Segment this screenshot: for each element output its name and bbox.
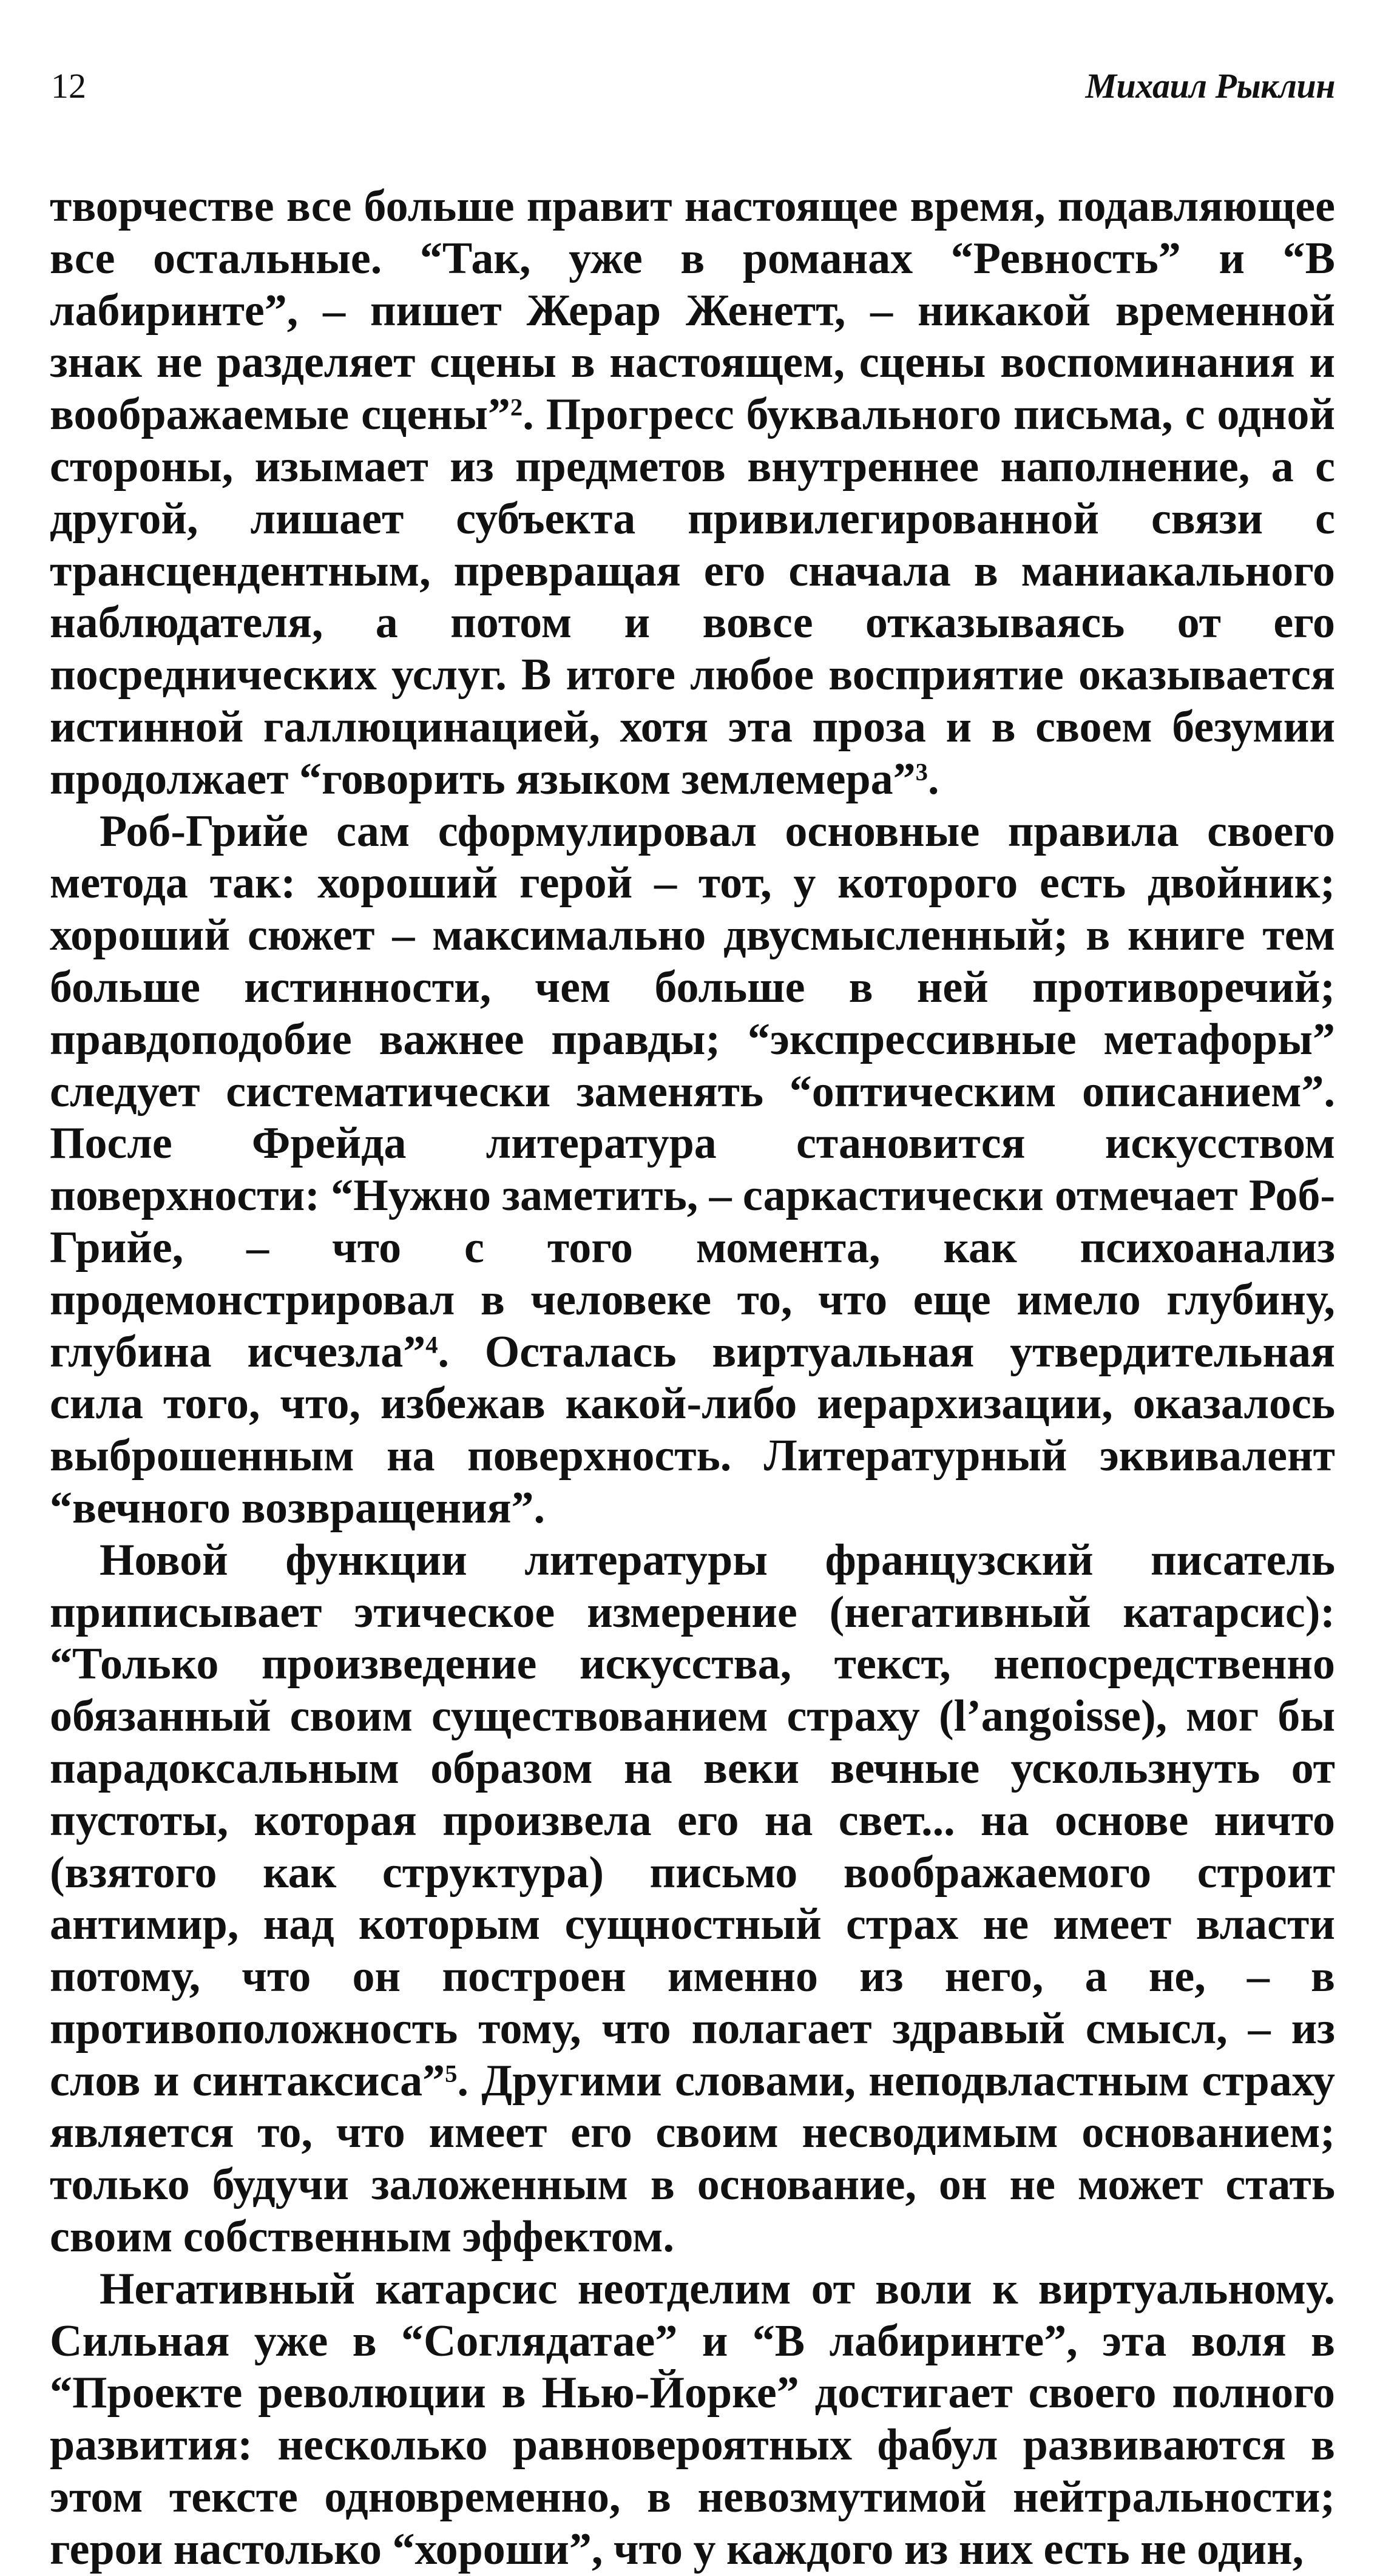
page-number: 12 — [51, 66, 86, 106]
footnote-ref: 2 — [510, 393, 523, 421]
paragraph-text: Роб-Грийе сам сформулировал основные правила своего метода так: хороший герой – тот, у которого есть двойник; хороший сюжет – максимально двусмысленный; в книге тем больше истинности, чем больше в ней противоречий; правдоподобие важнее правды; “экспрессивные метафоры” следует систематически заменять “оптическим описанием”. После Фрейда литература становится искусством поверхности: “Нужно заметить, – саркастически отмечает Роб-Грийе, – что с того момента, как психоанализ продемонстрировал в человеке то, что еще имело глубину, глубина исчезла” — [50, 806, 1335, 1377]
paragraph-text: творчестве все больше правит настоящее время, подавляющее все остальные. “Так, уже в романах “Ревность” и “В лабиринте”, – пишет Жерар Женетт, – никакой временной знак не разделяет сцены в настоящем, сцены воспоминания и воображаемые сцены” — [50, 181, 1335, 440]
paragraph-text: . Другими словами, неподвластным страху является то, что имеет его своим несводимым основанием; только будучи заложенным в основание, он не может стать своим собственным эффектом. — [50, 2055, 1335, 2262]
footnote-ref: 5 — [445, 2060, 458, 2088]
footnote-ref: 3 — [915, 758, 928, 786]
paragraph-text: Новой функции литературы французский писатель приписывает этическое измерение (негативный катарсис): “Только произведение искусства, текст, непосредственно обязанный своим существованием страху (l’angoisse), мог бы парадоксальным образом на веки вечные ускользнуть от пустоты, которая произвела его на свет... на основе ничто (взятого как структура) письмо воображаемого строит антимир, над которым сущностный страх не имеет власти потому, что он построен именно из него, а не, – в противоположность тому, что полагает здравый смысл, – из слов и синтаксиса” — [50, 1535, 1335, 2106]
body-text — [50, 181, 1335, 2576]
paragraph-1 — [50, 181, 1335, 806]
running-head — [50, 49, 1335, 115]
paragraph-2 — [50, 806, 1335, 1535]
footnote-ref: 4 — [425, 1331, 438, 1359]
paragraph-4 — [50, 2263, 1335, 2576]
running-head-author: Михаил Рыклин — [1085, 66, 1335, 106]
paragraph-text: Негативный катарсис неотделим от воли к виртуальному. Сильная уже в “Соглядатае” и “В лабиринте”, эта воля в “Проекте революции в Нью-Йорке” достигает своего полного развития: несколько равновероятных фабул развиваются в этом тексте одновременно, в невозмутимой нейтральности; герои настолько “хороши”, что у каждого из них есть не один, — [50, 2263, 1335, 2574]
paragraph-text: . Осталась виртуальная утвердительная сила того, что, избежав какой-либо иерархизации, оказалось выброшенным на поверхность. Литературный эквивалент “вечного возвращения”. — [50, 1327, 1335, 1533]
paragraph-3 — [50, 1535, 1335, 2263]
paragraph-text: . — [927, 754, 939, 804]
book-page — [50, 49, 1335, 2576]
paragraph-text: . Прогресс буквального письма, с одной стороны, изымает из предметов внутреннее наполнение, а с другой, лишает субъекта привилегированной связи с трансцендентным, превращая его сначала в маниакального наблюдателя, а потом и вовсе отказываясь от его посреднических услуг. В итоге любое восприятие оказывается истинной галлюцинацией, хотя эта проза и в своем безумии продолжает “говорить языком землемера” — [50, 390, 1335, 804]
